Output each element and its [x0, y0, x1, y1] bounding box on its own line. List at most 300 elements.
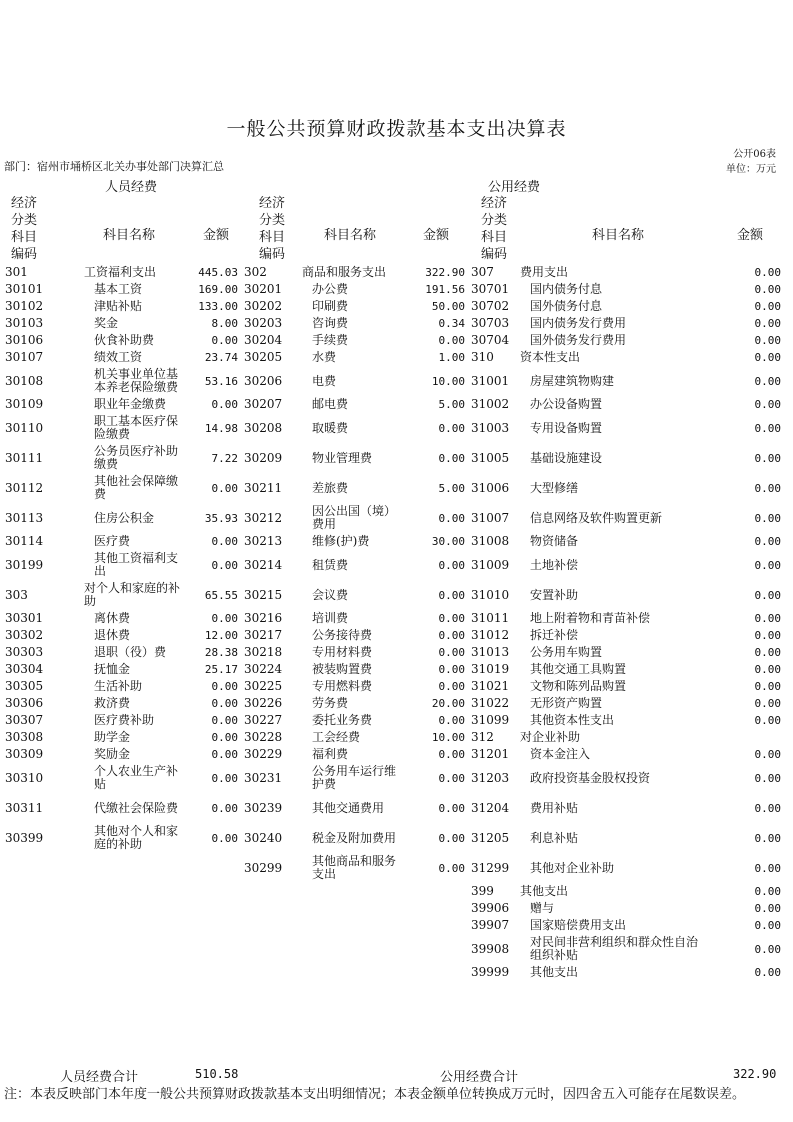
- cell-b-amount: 0.00: [438, 771, 465, 785]
- cell-a-code: 30102: [5, 299, 44, 313]
- cell-c-name: 国外债务发行费用: [530, 333, 627, 347]
- cell-c-code: 312: [471, 730, 494, 744]
- cell-b-name: 物业管理费: [312, 450, 373, 465]
- cell-b-amount: 0.00: [438, 334, 465, 347]
- cell-a-amount: [180, 883, 242, 900]
- cell-c-amount: 0.00: [754, 714, 781, 727]
- cell-a-amount: 0.00: [211, 771, 238, 785]
- cell-b-name: 劳务费: [312, 696, 349, 710]
- cell-a-amount: [180, 934, 242, 964]
- cell-c-code: 31003: [471, 420, 510, 435]
- cell-a-amount: 28.38: [204, 646, 238, 659]
- cell-c-name: 安置补助: [530, 587, 579, 602]
- cell-b-name: 福利费: [312, 747, 349, 761]
- cell-a-code: 30112: [5, 480, 44, 495]
- cell-b-amount: 5.00: [438, 481, 465, 495]
- cell-c-name: 信息网络及软件购置更新: [530, 510, 663, 525]
- table-row: [3, 550, 785, 580]
- cell-b-code: [242, 934, 298, 964]
- cell-b-code: 30231: [244, 770, 283, 785]
- cell-a-amount: 0.00: [211, 801, 238, 815]
- cell-b-amount: 0.00: [438, 861, 465, 875]
- cell-a-name: 津贴补贴: [94, 299, 143, 313]
- cell-c-amount: 0.00: [754, 266, 781, 279]
- cell-b-code: 30239: [244, 800, 283, 815]
- cell-a-code: [3, 917, 80, 934]
- cell-b-code: 30207: [244, 397, 283, 411]
- cell-b-amount: [405, 934, 469, 964]
- cell-a-amount: [180, 853, 242, 883]
- cell-b-code: [242, 917, 298, 934]
- cell-a-amount: 0.00: [211, 697, 238, 710]
- cell-a-name: 机关事业单位基本养老保险缴费: [94, 367, 179, 394]
- cell-b-name: 专用燃料费: [312, 679, 373, 693]
- cell-a-amount: 35.93: [204, 511, 238, 525]
- table-row: [3, 610, 785, 627]
- cell-b-code: 30225: [244, 679, 283, 693]
- cell-a-name: 绩效工资: [94, 350, 143, 364]
- cell-c-code: 39908: [471, 941, 510, 956]
- cell-b-amount: 50.00: [431, 300, 465, 313]
- cell-b-code: 30206: [244, 373, 283, 388]
- expenditure-table: [3, 264, 785, 981]
- cell-c-code: 30703: [471, 316, 510, 330]
- cell-c-amount: [701, 729, 785, 746]
- cell-c-code: 31299: [471, 860, 510, 875]
- cell-a-amount: 0.00: [211, 398, 238, 411]
- cell-b-name: [298, 900, 405, 917]
- cell-a-code: [3, 934, 80, 964]
- table-row: [3, 264, 785, 281]
- header-code-2: 经济 分类 科目 编码: [258, 196, 285, 262]
- cell-c-amount: 0.00: [754, 511, 781, 525]
- cell-b-code: 30218: [244, 645, 283, 659]
- cell-a-code: [3, 853, 80, 883]
- table-row: [3, 900, 785, 917]
- cell-a-amount: 14.98: [204, 421, 238, 435]
- cell-a-code: 301: [5, 265, 28, 279]
- cell-a-amount: 169.00: [198, 283, 238, 296]
- table-row: [3, 443, 785, 473]
- cell-c-name: 房屋建筑物购建: [530, 373, 615, 388]
- cell-c-amount: 0.00: [754, 663, 781, 676]
- cell-c-code: 31005: [471, 450, 510, 465]
- cell-b-amount: 20.00: [431, 697, 465, 710]
- cell-a-code: 30309: [5, 747, 44, 761]
- cell-b-name: 水费: [312, 350, 337, 364]
- table-row: [3, 580, 785, 610]
- cell-a-code: 30101: [5, 282, 44, 296]
- cell-a-amount: 0.00: [211, 680, 238, 693]
- cell-a-name: 住房公积金: [94, 510, 155, 525]
- cell-c-code: 31099: [471, 713, 510, 727]
- table-row: [3, 366, 785, 396]
- cell-c-amount: 0.00: [754, 558, 781, 572]
- cell-a-code: 30306: [5, 696, 44, 710]
- footnote: 注：本表反映部门本年度一般公共预算财政拨款基本支出明细情况；本表金额单位转换成万元时，因四舍五入可能存在尾数误差。: [4, 1087, 746, 1102]
- cell-a-amount: 0.00: [211, 731, 238, 744]
- cell-a-amount: 0.00: [211, 334, 238, 347]
- cell-b-code: 30217: [244, 628, 283, 642]
- cell-b-name: 手续费: [312, 333, 349, 347]
- cell-c-name: 专用设备购置: [530, 420, 603, 435]
- cell-c-amount: 0.00: [754, 748, 781, 761]
- cell-a-code: 30311: [5, 800, 44, 815]
- section-personnel: 人员经费: [105, 180, 158, 195]
- cell-c-code: 307: [471, 265, 494, 279]
- cell-a-code: 30114: [5, 534, 44, 548]
- cell-a-name: [80, 917, 180, 934]
- cell-b-name: [298, 917, 405, 934]
- cell-c-amount: 0.00: [754, 831, 781, 845]
- cell-c-code: 399: [471, 884, 494, 898]
- cell-c-amount: 0.00: [754, 535, 781, 548]
- table-row: [3, 823, 785, 853]
- cell-b-code: 30229: [244, 747, 283, 761]
- cell-b-name: 公务接待费: [312, 628, 373, 642]
- table-row: [3, 934, 785, 964]
- cell-b-code: 30227: [244, 713, 283, 727]
- header-name-3: 科目名称: [592, 228, 645, 243]
- cell-c-code: 30702: [471, 299, 510, 313]
- table-row: [3, 473, 785, 503]
- cell-c-amount: 0.00: [754, 919, 781, 932]
- cell-a-name: 职工基本医疗保险缴费: [94, 414, 179, 441]
- table-row: [3, 763, 785, 793]
- cell-b-name: 差旅费: [312, 480, 349, 495]
- cell-a-amount: 0.00: [211, 714, 238, 727]
- cell-c-amount: 0.00: [754, 771, 781, 785]
- cell-c-amount: 0.00: [754, 902, 781, 915]
- cell-c-name: 利息补贴: [530, 830, 579, 845]
- cell-c-amount: 0.00: [754, 374, 781, 388]
- cell-b-name: 公务用车运行维护费: [312, 764, 397, 791]
- cell-b-amount: 0.00: [438, 831, 465, 845]
- cell-c-name: 地上附着物和青苗补偿: [530, 611, 651, 625]
- table-row: [3, 315, 785, 332]
- cell-b-amount: 5.00: [438, 398, 465, 411]
- cell-c-amount: 0.00: [754, 421, 781, 435]
- cell-a-code: 30103: [5, 316, 44, 330]
- cell-c-name: 对企业补助: [520, 730, 581, 744]
- table-row: [3, 533, 785, 550]
- cell-c-name: 无形资产购置: [530, 696, 603, 710]
- table-row: [3, 917, 785, 934]
- cell-b-code: 30216: [244, 611, 283, 625]
- cell-c-code: 31006: [471, 480, 510, 495]
- cell-c-name: 其他支出: [520, 884, 569, 898]
- table-row: [3, 729, 785, 746]
- cell-c-amount: 0.00: [754, 885, 781, 898]
- cell-a-name: 其他工资福利支出: [94, 551, 179, 578]
- cell-a-code: 30304: [5, 662, 44, 676]
- cell-b-code: 30299: [244, 860, 283, 875]
- cell-c-name: 国内债务发行费用: [530, 316, 627, 330]
- cell-a-code: 303: [5, 587, 28, 602]
- cell-b-amount: [405, 917, 469, 934]
- cell-b-amount: 0.00: [438, 646, 465, 659]
- cell-b-amount: 30.00: [431, 535, 465, 548]
- cell-b-code: 30211: [244, 480, 283, 495]
- cell-a-name: 工资福利支出: [84, 265, 157, 279]
- cell-c-code: 39907: [471, 918, 510, 932]
- cell-b-code: 30205: [244, 350, 283, 364]
- cell-b-amount: 0.00: [438, 451, 465, 465]
- cell-a-amount: 53.16: [204, 374, 238, 388]
- cell-a-amount: 0.00: [211, 481, 238, 495]
- table-row: [3, 349, 785, 366]
- cell-a-code: 30109: [5, 397, 44, 411]
- cell-a-amount: 12.00: [204, 629, 238, 642]
- cell-c-code: 31022: [471, 696, 510, 710]
- page-title: 一般公共预算财政拨款基本支出决算表: [226, 118, 567, 140]
- cell-b-code: 30214: [244, 557, 283, 572]
- cell-a-code: 30107: [5, 350, 44, 364]
- cell-a-amount: 445.03: [198, 266, 238, 279]
- cell-b-name: 邮电费: [312, 397, 349, 411]
- cell-a-name: 退休费: [94, 628, 131, 642]
- header-name-1: 科目名称: [103, 228, 156, 243]
- cell-b-name: 取暖费: [312, 420, 349, 435]
- cell-a-name: 代缴社会保险费: [94, 800, 179, 815]
- cell-a-code: 30302: [5, 628, 44, 642]
- cell-c-name: 物资储备: [530, 534, 579, 548]
- table-row: [3, 644, 785, 661]
- cell-c-name: 费用补贴: [530, 800, 579, 815]
- cell-c-code: 31201: [471, 747, 510, 761]
- cell-c-code: 31205: [471, 830, 510, 845]
- table-row: [3, 853, 785, 883]
- cell-a-name: 助学金: [94, 730, 131, 744]
- cell-c-code: 31001: [471, 373, 510, 388]
- cell-c-code: 30701: [471, 282, 510, 296]
- cell-c-amount: 0.00: [754, 629, 781, 642]
- cell-a-amount: 0.00: [211, 831, 238, 845]
- cell-b-amount: 0.34: [438, 317, 465, 330]
- cell-a-amount: 65.55: [204, 588, 238, 602]
- cell-c-amount: 0.00: [754, 697, 781, 710]
- cell-b-code: [242, 883, 298, 900]
- cell-a-code: 30307: [5, 713, 44, 727]
- cell-a-name: 离休费: [94, 611, 131, 625]
- form-number: 公开06表: [733, 149, 776, 160]
- cell-a-amount: 0.00: [211, 612, 238, 625]
- cell-b-code: 30203: [244, 316, 283, 330]
- cell-c-amount: 0.00: [754, 861, 781, 875]
- cell-b-amount: 191.56: [425, 283, 465, 296]
- header-amount-3: 金额: [737, 228, 764, 243]
- cell-a-name: 医疗费补助: [94, 713, 155, 727]
- cell-a-name: 基本工资: [94, 282, 143, 296]
- cell-a-code: 30308: [5, 730, 44, 744]
- table-row: [3, 678, 785, 695]
- cell-b-amount: 0.00: [438, 714, 465, 727]
- cell-c-name: 土地补偿: [530, 557, 579, 572]
- cell-c-amount: 0.00: [754, 451, 781, 465]
- cell-a-amount: 25.17: [204, 663, 238, 676]
- cell-b-amount: 10.00: [431, 374, 465, 388]
- cell-b-amount: [405, 900, 469, 917]
- cell-a-name: 对个人和家庭的补助: [84, 581, 181, 608]
- cell-a-amount: 0.00: [211, 748, 238, 761]
- cell-c-name: 国家赔偿费用支出: [530, 918, 627, 932]
- cell-c-code: 31002: [471, 397, 510, 411]
- cell-a-amount: [180, 900, 242, 917]
- cell-b-code: 30215: [244, 587, 283, 602]
- table-row: [3, 746, 785, 763]
- cell-b-name: 培训费: [312, 611, 349, 625]
- cell-c-name: 政府投资基金股权投资: [530, 770, 651, 785]
- cell-b-amount: 0.00: [438, 663, 465, 676]
- cell-c-amount: 0.00: [754, 588, 781, 602]
- table-row: [3, 627, 785, 644]
- cell-c-code: 31011: [471, 611, 510, 625]
- cell-a-amount: 8.00: [211, 317, 238, 330]
- cell-a-name: 医疗费: [94, 534, 131, 548]
- cell-b-amount: [405, 964, 469, 981]
- cell-a-code: 30305: [5, 679, 44, 693]
- table-row: [3, 964, 785, 981]
- cell-b-name: 租赁费: [312, 557, 349, 572]
- cell-a-name: 个人农业生产补贴: [94, 764, 179, 791]
- cell-a-name: 伙食补助费: [94, 333, 155, 347]
- cell-a-amount: 0.00: [211, 558, 238, 572]
- cell-c-amount: 0.00: [754, 283, 781, 296]
- cell-c-code: 31007: [471, 510, 510, 525]
- unit-label: 单位：万元: [726, 164, 776, 175]
- cell-b-code: 30226: [244, 696, 283, 710]
- cell-c-amount: 0.00: [754, 398, 781, 411]
- table-row: [3, 413, 785, 443]
- cell-b-amount: [405, 883, 469, 900]
- cell-c-name: 基础设施建设: [530, 450, 603, 465]
- table-row: [3, 695, 785, 712]
- cell-c-name: 资本金注入: [530, 747, 591, 761]
- cell-a-code: [3, 900, 80, 917]
- department-label: 部门：宿州市埇桥区北关办事处部门决算汇总: [4, 160, 224, 173]
- cell-c-code: 39906: [471, 901, 510, 915]
- cell-b-code: 30204: [244, 333, 283, 347]
- cell-b-amount: 0.00: [438, 801, 465, 815]
- cell-a-code: 30310: [5, 770, 44, 785]
- cell-c-name: 其他对企业补助: [530, 860, 615, 875]
- cell-c-code: 31204: [471, 800, 510, 815]
- cell-c-name: 公务用车购置: [530, 645, 603, 659]
- cell-c-name: 大型修缮: [530, 480, 579, 495]
- table-row: [3, 332, 785, 349]
- section-public: 公用经费: [488, 180, 541, 195]
- cell-a-amount: [180, 917, 242, 934]
- cell-a-name: 其他社会保障缴费: [94, 474, 179, 501]
- cell-b-code: 30240: [244, 830, 283, 845]
- cell-c-code: 31013: [471, 645, 510, 659]
- cell-a-code: 30106: [5, 333, 44, 347]
- cell-c-code: 31009: [471, 557, 510, 572]
- cell-c-code: 31019: [471, 662, 510, 676]
- cell-b-code: 30212: [244, 510, 283, 525]
- cell-b-amount: 0.00: [438, 421, 465, 435]
- cell-a-amount: 7.22: [211, 451, 238, 465]
- cell-a-name: 奖金: [94, 316, 119, 330]
- cell-b-name: [298, 934, 405, 964]
- cell-c-amount: 0.00: [754, 801, 781, 815]
- cell-a-code: 30111: [5, 450, 44, 465]
- cell-c-amount: 0.00: [754, 646, 781, 659]
- cell-c-amount: 0.00: [754, 966, 781, 979]
- cell-c-code: 30704: [471, 333, 510, 347]
- header-code-1: 经济 分类 科目 编码: [10, 196, 37, 262]
- cell-a-name: [80, 934, 180, 964]
- cell-c-code: 31012: [471, 628, 510, 642]
- cell-b-amount: 0.00: [438, 588, 465, 602]
- cell-b-name: [298, 883, 405, 900]
- cell-a-code: 30113: [5, 510, 44, 525]
- cell-a-name: [80, 853, 180, 883]
- cell-b-name: 会议费: [312, 587, 349, 602]
- cell-b-code: 30228: [244, 730, 283, 744]
- cell-c-code: 31008: [471, 534, 510, 548]
- cell-b-code: 30213: [244, 534, 283, 548]
- table-row: [3, 281, 785, 298]
- cell-b-code: [242, 964, 298, 981]
- cell-b-code: 30202: [244, 299, 283, 313]
- cell-c-code: 31021: [471, 679, 510, 693]
- cell-b-name: 其他商品和服务支出: [312, 854, 397, 881]
- cell-b-amount: 0.00: [438, 558, 465, 572]
- header-amount-1: 金额: [203, 228, 230, 243]
- cell-a-amount: 0.00: [211, 535, 238, 548]
- cell-b-amount: 0.00: [438, 680, 465, 693]
- cell-b-name: 被装购置费: [312, 662, 373, 676]
- cell-b-name: 商品和服务支出: [302, 265, 387, 279]
- cell-c-name: 拆迁补偿: [530, 628, 579, 642]
- table-row: [3, 396, 785, 413]
- cell-a-name: 奖励金: [94, 747, 131, 761]
- cell-b-name: 咨询费: [312, 316, 349, 330]
- cell-c-name: 赠与: [530, 901, 555, 915]
- cell-b-amount: 0.00: [438, 629, 465, 642]
- cell-a-amount: [180, 964, 242, 981]
- cell-b-name: 办公费: [312, 282, 349, 296]
- cell-a-code: 30199: [5, 557, 44, 572]
- cell-c-name: 文物和陈列品购置: [530, 679, 627, 693]
- cell-b-amount: 0.00: [438, 511, 465, 525]
- cell-a-code: 30110: [5, 420, 44, 435]
- table-row: [3, 793, 785, 823]
- public-total-value: 322.90: [733, 1067, 777, 1081]
- cell-c-amount: 0.00: [754, 942, 781, 956]
- cell-c-amount: 0.00: [754, 300, 781, 313]
- cell-c-code: 39999: [471, 965, 510, 979]
- table-row: [3, 503, 785, 533]
- cell-a-code: 30303: [5, 645, 44, 659]
- cell-b-code: 302: [244, 265, 267, 279]
- cell-b-amount: 0.00: [438, 748, 465, 761]
- cell-c-name: 国内债务付息: [530, 282, 603, 296]
- public-total-label: 公用经费合计: [440, 1070, 519, 1085]
- cell-c-name: 国外债务付息: [530, 299, 603, 313]
- cell-b-name: 其他交通费用: [312, 800, 385, 815]
- cell-a-code: [3, 883, 80, 900]
- cell-a-name: 抚恤金: [94, 662, 131, 676]
- cell-b-amount: 322.90: [425, 266, 465, 279]
- cell-c-code: 31203: [471, 770, 510, 785]
- cell-c-name: 办公设备购置: [530, 397, 603, 411]
- cell-b-name: 工会经费: [312, 730, 361, 744]
- cell-b-code: 30224: [244, 662, 283, 676]
- cell-a-amount: 23.74: [204, 351, 238, 364]
- cell-c-name: 其他支出: [530, 965, 579, 979]
